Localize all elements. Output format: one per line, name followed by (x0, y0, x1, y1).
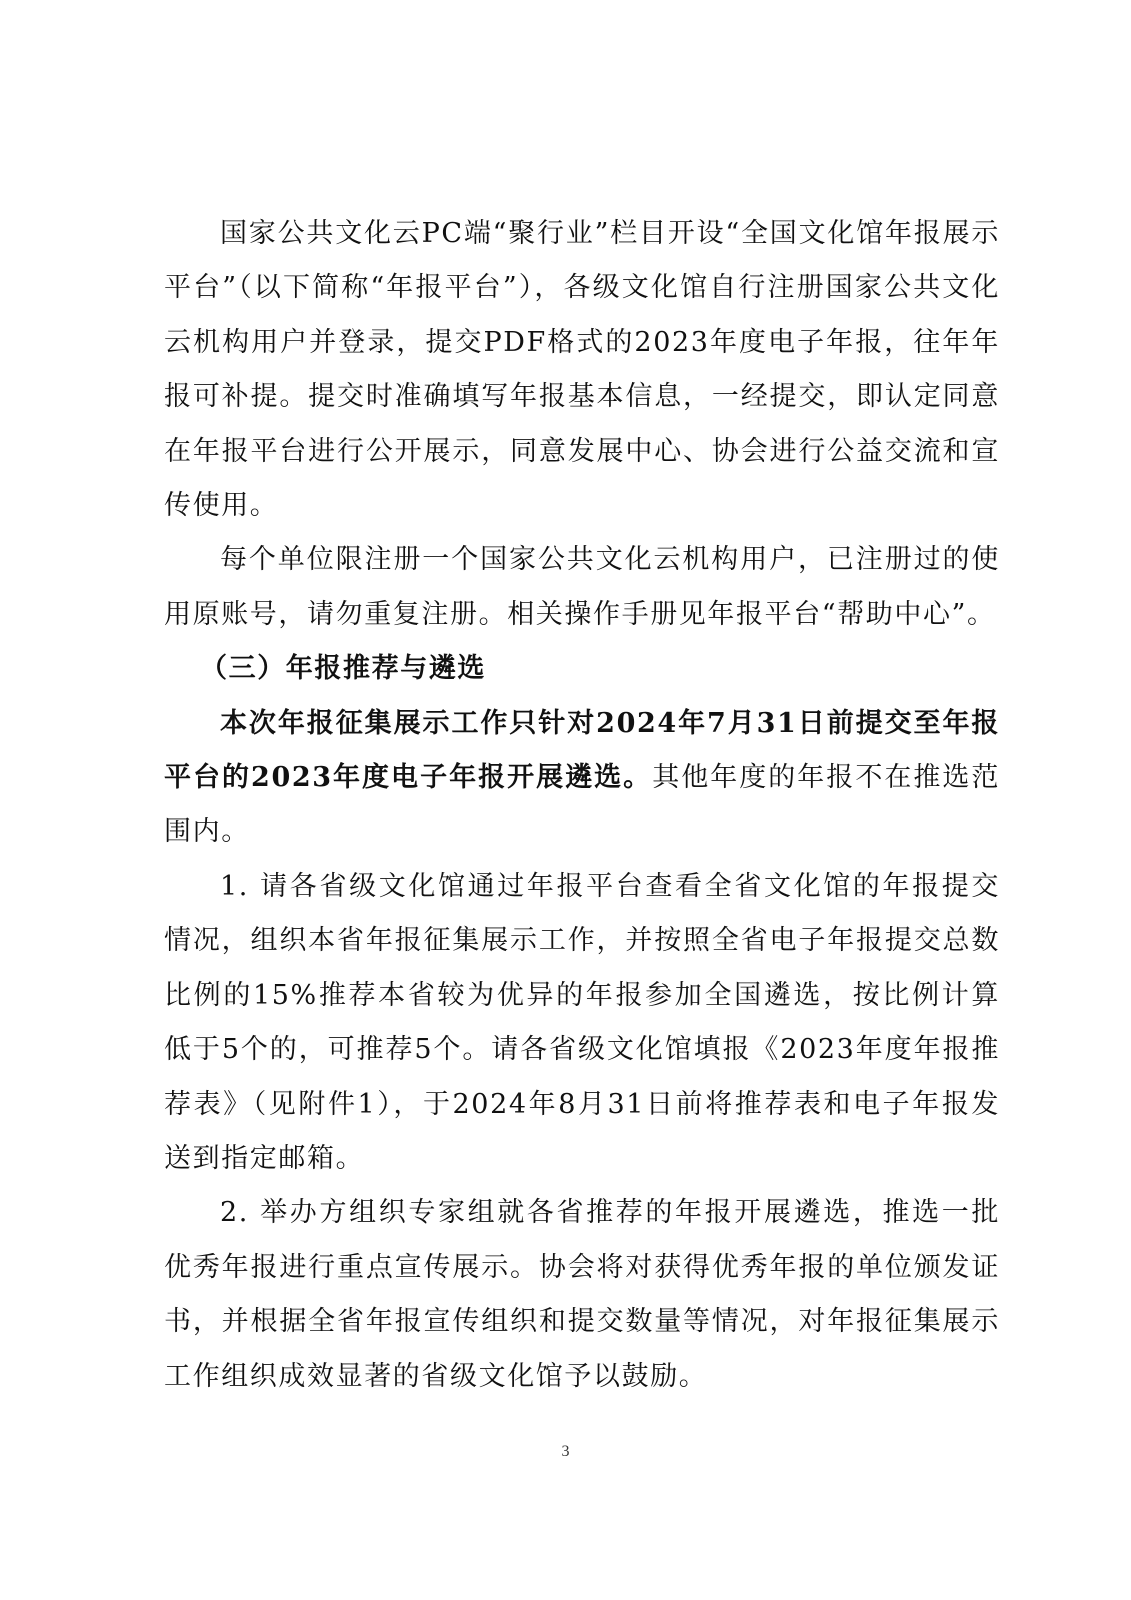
selection-scope-bold-text: 本次年报征集展示工作只针对2024年7月31日前提交至年报平台的2023年度电子年报开展遴选。 (164, 707, 1000, 794)
document-body (164, 207, 1000, 1404)
paragraph-selection-scope (164, 697, 1000, 860)
paragraph-platform-intro: 国家公共文化云PC端“聚行业”栏目开设“全国文化馆年报展示平台”（以下简称“年报平台”），各级文化馆自行注册国家公共文化云机构用户并登录，提交PDF格式的2023年度电子年报，往年年报可补提。提交时准确填写年报基本信息，一经提交，即认定同意在年报平台进行公开展示，同意发展中心、协会进行公益交流和宣传使用。 (164, 218, 1000, 522)
selection-scope-normal-text: 其他年度的年报不在推选范围内。 (164, 762, 1000, 848)
list-item-provincial-recommendation: 1. 请各省级文化馆通过年报平台查看全省文化馆的年报提交情况，组织本省年报征集展示工作，并按照全省电子年报提交总数比例的15%推荐本省较为优异的年报参加全国遴选，按比例计算低于5个的，可推荐5个。请各省级文化馆填报《2023年度年报推荐表》（见附件1），于2024年8月31日前将推荐表和电子年报发送到指定邮箱。 (164, 870, 1000, 1174)
list-item-expert-selection: 2. 举办方组织专家组就各省推荐的年报开展遴选，推选一批优秀年报进行重点宣传展示。协会将对获得优秀年报的单位颁发证书，并根据全省年报宣传组织和提交数量等情况，对年报征集展示工作组织成效显著的省级文化馆予以鼓励。 (164, 1197, 1000, 1392)
page-number: 3 (561, 1443, 570, 1460)
paragraph-registration-note: 每个单位限注册一个国家公共文化云机构用户，已注册过的使用原账号，请勿重复注册。相关操作手册见年报平台“帮助中心”。 (164, 544, 1000, 630)
section-heading: （三）年报推荐与遴选 (200, 653, 486, 685)
